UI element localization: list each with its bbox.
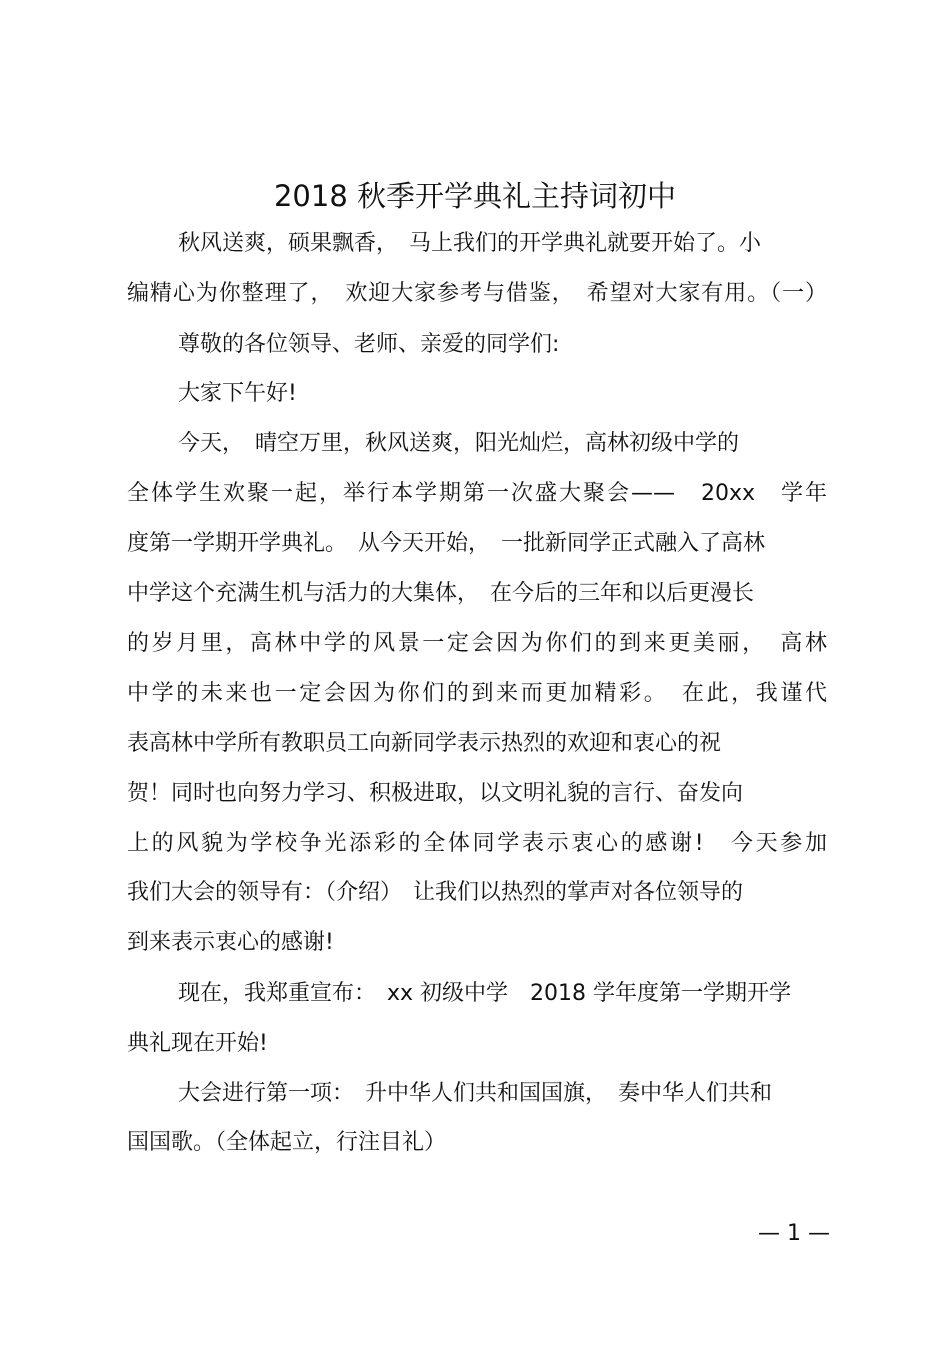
paragraph-line: 秋风送爽，硕果飘香， 马上我们的开学典礼就要开始了。小 [178, 231, 762, 256]
paragraph-line: 尊敬的各位领导、老师、亲爱的同学们: [178, 332, 560, 357]
paragraph-line: 上的风貌为学校争光添彩的全体同学表示衷心的感谢! 今天参加 [127, 831, 827, 856]
paragraph-line: 中学这个充满生机与活力的大集体， 在今后的三年和以后更漫长 [127, 581, 755, 606]
document-title: 2018 秋季开学典礼主持词初中 [273, 179, 677, 213]
paragraph-line: 的岁月里，高林中学的风景一定会因为你们的到来更美丽， 高林 [127, 631, 827, 656]
paragraph-line: 国国歌。（全体起立，行注目礼） [127, 1130, 447, 1155]
paragraph-line: 全体学生欢聚一起，举行本学期第一次盛大聚会—— 20xx 学年 [127, 481, 827, 506]
paragraph-line: 编精心为你整理了， 欢迎大家参考与借鉴， 希望对大家有用。（一） [127, 281, 827, 306]
paragraph-line: 典礼现在开始! [127, 1031, 268, 1056]
paragraph-line: 我们大会的领导有：（介绍） 让我们以热烈的掌声对各位领导的 [127, 880, 744, 905]
paragraph-line: 度第一学期开学典礼。 从今天开始， 一批新同学正式融入了高林 [127, 531, 766, 556]
paragraph-line: 大会进行第一项： 升中华人们共和国国旗， 奏中华人们共和 [178, 1081, 773, 1106]
paragraph-line: 大家下午好! [178, 381, 297, 406]
paragraph-line: 今天， 晴空万里，秋风送爽，阳光灿烂，高林初级中学的 [178, 431, 740, 456]
paragraph-line: 贺！同时也向努力学习、积极进取，以文明礼貌的言行、奋发向 [127, 781, 744, 806]
paragraph-line: 到来表示衷心的感谢! [127, 930, 334, 955]
paragraph-line: 中学的未来也一定会因为你们的到来而更加精彩。 在此，我谨代 [127, 681, 827, 706]
paragraph-line: 表高林中学所有教职员工向新同学表示热烈的欢迎和衷心的祝 [127, 731, 722, 756]
page-number: — 1 — [758, 1221, 830, 1246]
paragraph-line: 现在，我郑重宣布： xx 初级中学 2018 学年度第一学期开学 [178, 981, 792, 1006]
